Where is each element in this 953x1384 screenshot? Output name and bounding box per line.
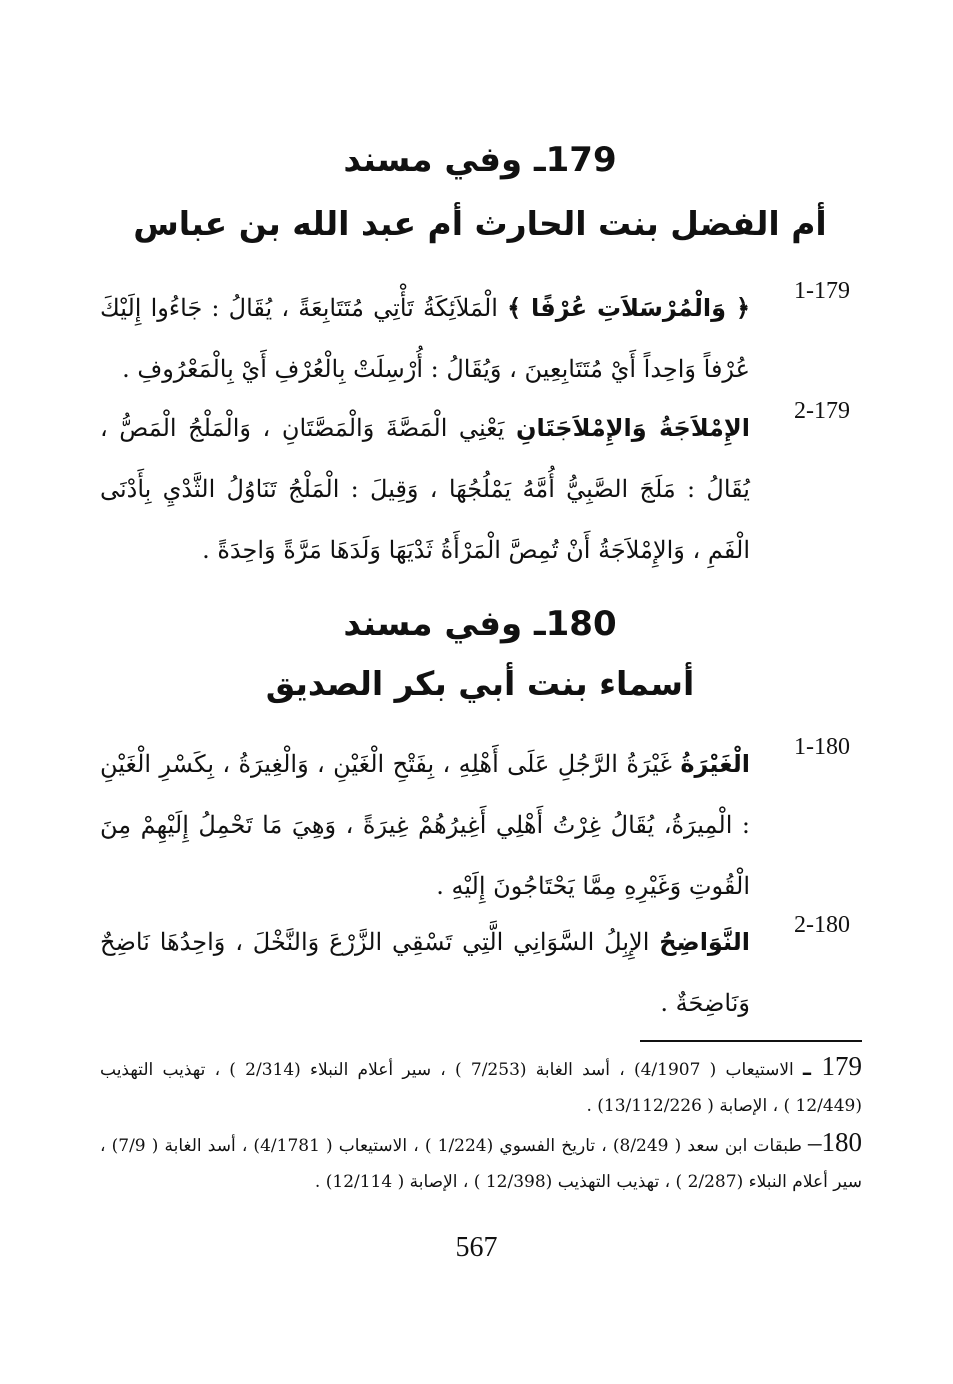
- entry-number: 1-179: [794, 278, 850, 304]
- entry-definition: الْمَلاَئِكَةُ تَأْتِي مُتَتَابِعَةً ، يُقَالُ : جَاءُوا إِلَيْكَ عُرْفاً وَاحِداً أَيْ مُتَتَابِعِينَ ، وَيُقَالُ : أُرْسِلَتْ بِالْعُرْفِ أَيْ بِالْمَعْرُوفِ .: [100, 294, 750, 383]
- entry-keyword: ﴿ وَالْمُرْسَلاَتِ عُرْفًا ﴾: [507, 294, 751, 322]
- footnote-text: طبقات ابن سعد ( 8/249) ، تاريخ الفسوي (1/224 ) ، الاستيعاب ( 4/1781) ، أسد الغابة ( 7/9) ، سير أعلام النبلاء (2/287 ) ، تهذيب التهذيب (12/398 ) ، الإصابة ( 12/114) .: [100, 1136, 862, 1192]
- entry-definition: يَعْنِي الْمَصَّةَ وَالْمَصَّتَانِ ، وَالْمَلْجُ الْمَصُّ ، يُقَالُ : مَلَجَ الصَّبِيُّ أُمَّهُ يَمْلُجُهَا ، وَقِيلَ : الْمَلْجُ تَنَاوُلُ الثَّدْيِ بِأَدْنَى الْفَمِ ، وَالإِمْلاَجَةُ أَنْ تُمِصَّ الْمَرْأَةُ ثَدْيَهَا وَلَدَهَا مَرَّةً وَاحِدَةً .: [100, 414, 750, 564]
- entry-definition: الإِبِلُ السَّوَانِي الَّتِي تَسْقِي الزَّرْعَ وَالنَّخْلَ ، وَاحِدُهَا نَاضِحٌ وَنَاضِحَةٌ .: [100, 928, 750, 1017]
- section-179-name-heading: أم الفضل بنت الحارث أم عبد الله بن عباس: [133, 204, 827, 243]
- entry-text: [100, 398, 750, 581]
- entry-definition: غَيْرَةُ الرَّجُلِ عَلَى أَهْلِهِ ، بِفَتْحِ الْغَيْنِ ، وَالْغِيرَةُ ، بِكَسْرِ الْغَيْنِ : الْمِيرَةُ، يُقَالُ غِرْتُ أَهْلِي أَغِيرُهُمْ غِيرَةً ، وَهِيَ مَا تَحْمِلُ إِلَيْهِمْ مِنَ الْقُوتِ وَغَيْرِهِ مِمَّا يَحْتَاجُونَ إِلَيْهِ .: [100, 750, 750, 900]
- page-number: 567: [455, 1232, 498, 1263]
- footnote-divider: [640, 1040, 862, 1042]
- entry-number: 1-180: [794, 734, 850, 760]
- entry-number: 2-180: [794, 912, 850, 938]
- section-180-number-heading: 180ـ وفي مسند: [343, 604, 617, 644]
- footnote-179: [100, 1048, 862, 1124]
- entry-text: [100, 734, 750, 917]
- entry-text: [100, 278, 750, 400]
- entry-text: [100, 912, 750, 1034]
- entry-number: 2-179: [794, 398, 850, 424]
- section-179-number-heading: 179ـ وفي مسند: [343, 140, 617, 180]
- footnote-number: 179 ـ: [803, 1051, 862, 1081]
- section-180-name-heading: أسماء بنت أبي بكر الصديق: [265, 664, 695, 703]
- footnote-180: [100, 1124, 862, 1200]
- entry-keyword: الْغَيْرَةُ: [680, 750, 750, 778]
- footnote-text: الاستيعاب ( 4/1907) ، أسد الغابة (7/253 ) ، سير أعلام النبلاء (2/314 ) ، تهذيب التهذيب (12/449 ) ، الإصابة ( 13/112/226) .: [100, 1060, 862, 1116]
- entry-keyword: الإِمْلاَجَةُ وَالإِمْلاَجَتَانِ: [516, 414, 750, 442]
- footnote-number: 180–: [808, 1127, 863, 1157]
- entry-keyword: النَّوَاضِحُ: [659, 928, 750, 956]
